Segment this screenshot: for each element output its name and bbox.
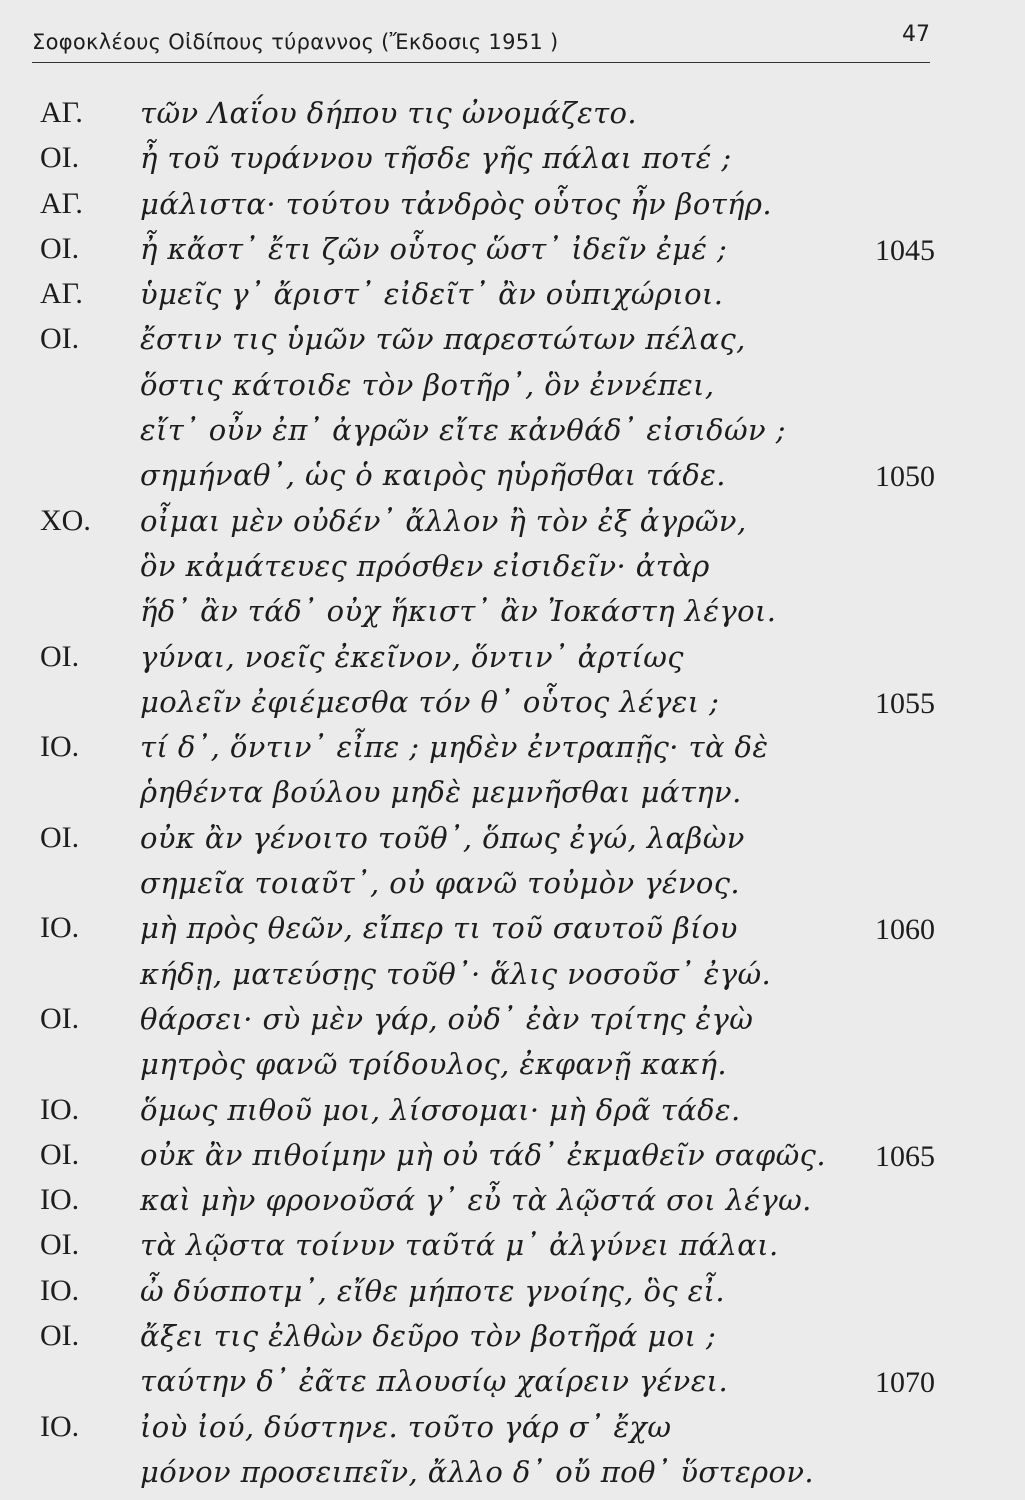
verse-line-text: ἦ κἄστ᾽ ἔτι ζῶν οὗτος ὥστ᾽ ἰδεῖν ἐμέ ;	[140, 231, 728, 266]
verse-line	[0, 90, 1025, 135]
verse-line-text: ὑμεῖς γ᾽ ἄριστ᾽ εἰδεῖτ᾽ ἂν οὑπιχώριοι.	[140, 277, 724, 312]
speaker-label: ΙΟ.	[40, 911, 80, 945]
verse-line-text: οἶμαι μὲν οὐδέν᾽ ἄλλον ἢ τὸν ἐξ ἀγρῶν,	[140, 503, 747, 538]
verse-line	[0, 543, 1025, 588]
page-number: 47	[902, 22, 930, 47]
verse-line-text: μάλιστα· τούτου τἀνδρὸς οὗτος ἦν βοτήρ.	[140, 186, 772, 221]
speaker-label: ΙΟ.	[40, 1092, 80, 1126]
verse-line	[0, 1358, 1025, 1403]
verse-line-text: τῶν Λαΐου δήπου τις ὠνομάζετο.	[140, 96, 637, 130]
verse-line	[0, 1268, 1025, 1313]
verse-line	[0, 407, 1025, 452]
verse-line-text: ἰοὺ ἰού, δύστηνε. τοῦτο γάρ σ᾽ ἔχω	[140, 1409, 672, 1444]
verse-line	[0, 452, 1025, 497]
verse-line	[0, 316, 1025, 361]
verse-line-text: τὰ λῷστα τοίνυν ταῦτά μ᾽ ἀλγύνει πάλαι.	[140, 1228, 779, 1263]
verse-line-text: μητρὸς φανῶ τρίδουλος, ἐκφανῇ κακή.	[140, 1047, 728, 1082]
speaker-label: ΟΙ.	[40, 231, 80, 265]
speaker-label: ΟΙ.	[40, 639, 80, 673]
running-header	[32, 22, 930, 63]
speaker-label: ΙΟ.	[40, 1409, 80, 1443]
verse-line-text: ὃν κἀμάτευες πρόσθεν εἰσιδεῖν· ἀτὰρ	[140, 548, 710, 583]
verse-line-text: ἦ τοῦ τυράννου τῆσδε γῆς πάλαι ποτέ ;	[140, 141, 732, 176]
verse-line-text: μὴ πρὸς θεῶν, εἴπερ τι τοῦ σαυτοῦ βίου	[140, 911, 738, 946]
verse-line	[0, 951, 1025, 996]
line-number: 1060	[875, 913, 935, 947]
verse-line	[0, 905, 1025, 950]
verse-line-text: καὶ μὴν φρονοῦσά γ᾽ εὖ τὰ λῷστά σοι λέγω.	[140, 1183, 812, 1218]
speaker-label: ΟΙ.	[40, 1319, 80, 1353]
verse-text	[0, 90, 1025, 1494]
verse-line	[0, 1449, 1025, 1494]
verse-line	[0, 588, 1025, 633]
verse-line-text: μόνον προσειπεῖν, ἄλλο δ᾽ οὔ ποθ᾽ ὕστερον.	[140, 1454, 814, 1489]
verse-line	[0, 769, 1025, 814]
verse-line-text: ταύτην δ᾽ ἐᾶτε πλουσίῳ χαίρειν γένει.	[140, 1364, 729, 1399]
verse-line-text: σημήναθ᾽, ὡς ὁ καιρὸς ηὑρῆσθαι τάδε.	[140, 458, 726, 493]
speaker-label: ΑΓ.	[40, 186, 83, 220]
verse-line	[0, 1041, 1025, 1086]
verse-line-text: ἥδ᾽ ἂν τάδ᾽ οὐχ ἥκιστ᾽ ἂν Ἰοκάστη λέγοι.	[140, 594, 777, 629]
verse-line-text: γύναι, νοεῖς ἐκεῖνον, ὅντιν᾽ ἀρτίως	[140, 639, 684, 674]
verse-line	[0, 498, 1025, 543]
verse-line-text: οὐκ ἂν γένοιτο τοῦθ᾽, ὅπως ἐγώ, λαβὼν	[140, 820, 745, 855]
verse-line	[0, 634, 1025, 679]
verse-line	[0, 362, 1025, 407]
verse-line-text: εἴτ᾽ οὖν ἐπ᾽ ἀγρῶν εἴτε κἀνθάδ᾽ εἰσιδών ;	[140, 413, 786, 448]
verse-line-text: ἔστιν τις ὑμῶν τῶν παρεστώτων πέλας,	[140, 322, 746, 357]
verse-line-text: οὐκ ἂν πιθοίμην μὴ οὐ τάδ᾽ ἐκμαθεῖν σαφῶς.	[140, 1137, 826, 1172]
line-number: 1055	[875, 686, 935, 720]
verse-line-text: ἄξει τις ἐλθὼν δεῦρο τὸν βοτῆρά μοι ;	[140, 1319, 717, 1354]
verse-line-text: ὅστις κάτοιδε τὸν βοτῆρ᾽, ὃν ἐννέπει,	[140, 367, 715, 402]
line-number: 1050	[875, 460, 935, 494]
verse-line-text: μολεῖν ἐφιέμεσθα τόν θ᾽ οὗτος λέγει ;	[140, 684, 720, 719]
verse-line	[0, 226, 1025, 271]
speaker-label: ΟΙ.	[40, 322, 80, 356]
speaker-label: ΙΟ.	[40, 1183, 80, 1217]
verse-line	[0, 1132, 1025, 1177]
speaker-label: ΟΙ.	[40, 1228, 80, 1262]
verse-line-text: θάρσει· σὺ μὲν γάρ, οὐδ᾽ ἐὰν τρίτης ἐγὼ	[140, 1001, 754, 1036]
speaker-label: ΙΟ.	[40, 730, 80, 764]
verse-line	[0, 724, 1025, 769]
verse-line	[0, 135, 1025, 180]
verse-line	[0, 679, 1025, 724]
line-number: 1070	[875, 1366, 935, 1400]
running-title: Σοφοκλέους Οἰδίπους τύραννος (Ἔκδοσις 1951 )	[32, 30, 559, 54]
speaker-label: ΙΟ.	[40, 1273, 80, 1307]
verse-line-text: ῥηθέντα βούλου μηδὲ μεμνῆσθαι μάτην.	[140, 775, 742, 810]
speaker-label: ΟΙ.	[40, 1001, 80, 1035]
verse-line-text: κήδῃ, ματεύσῃς τοῦθ᾽· ἅλις νοσοῦσ᾽ ἐγώ.	[140, 956, 772, 991]
speaker-label: ΟΙ.	[40, 820, 80, 854]
verse-line	[0, 1313, 1025, 1358]
verse-line-text: τί δ᾽, ὅντιν᾽ εἶπε ; μηδὲν ἐντραπῇς· τὰ δὲ	[140, 730, 769, 765]
speaker-label: ΑΓ.	[40, 96, 83, 129]
verse-line-text: ὅμως πιθοῦ μοι, λίσσομαι· μὴ δρᾶ τάδε.	[140, 1092, 741, 1127]
line-number: 1065	[875, 1139, 935, 1173]
verse-line-text: σημεῖα τοιαῦτ᾽, οὐ φανῶ τοὐμὸν γένος.	[140, 866, 741, 901]
verse-line	[0, 1087, 1025, 1132]
verse-line	[0, 181, 1025, 226]
verse-line	[0, 860, 1025, 905]
line-number: 1045	[875, 233, 935, 267]
speaker-label: ΑΓ.	[40, 277, 83, 311]
verse-line	[0, 1177, 1025, 1222]
verse-line	[0, 1222, 1025, 1267]
speaker-label: ΟΙ.	[40, 141, 80, 175]
verse-line	[0, 1404, 1025, 1449]
verse-line	[0, 996, 1025, 1041]
verse-line-text: ὦ δύσποτμ᾽, εἴθε μήποτε γνοίης, ὃς εἶ.	[140, 1273, 725, 1308]
verse-line	[0, 271, 1025, 316]
speaker-label: ΧΟ.	[40, 503, 91, 537]
speaker-label: ΟΙ.	[40, 1137, 80, 1171]
verse-line	[0, 815, 1025, 860]
